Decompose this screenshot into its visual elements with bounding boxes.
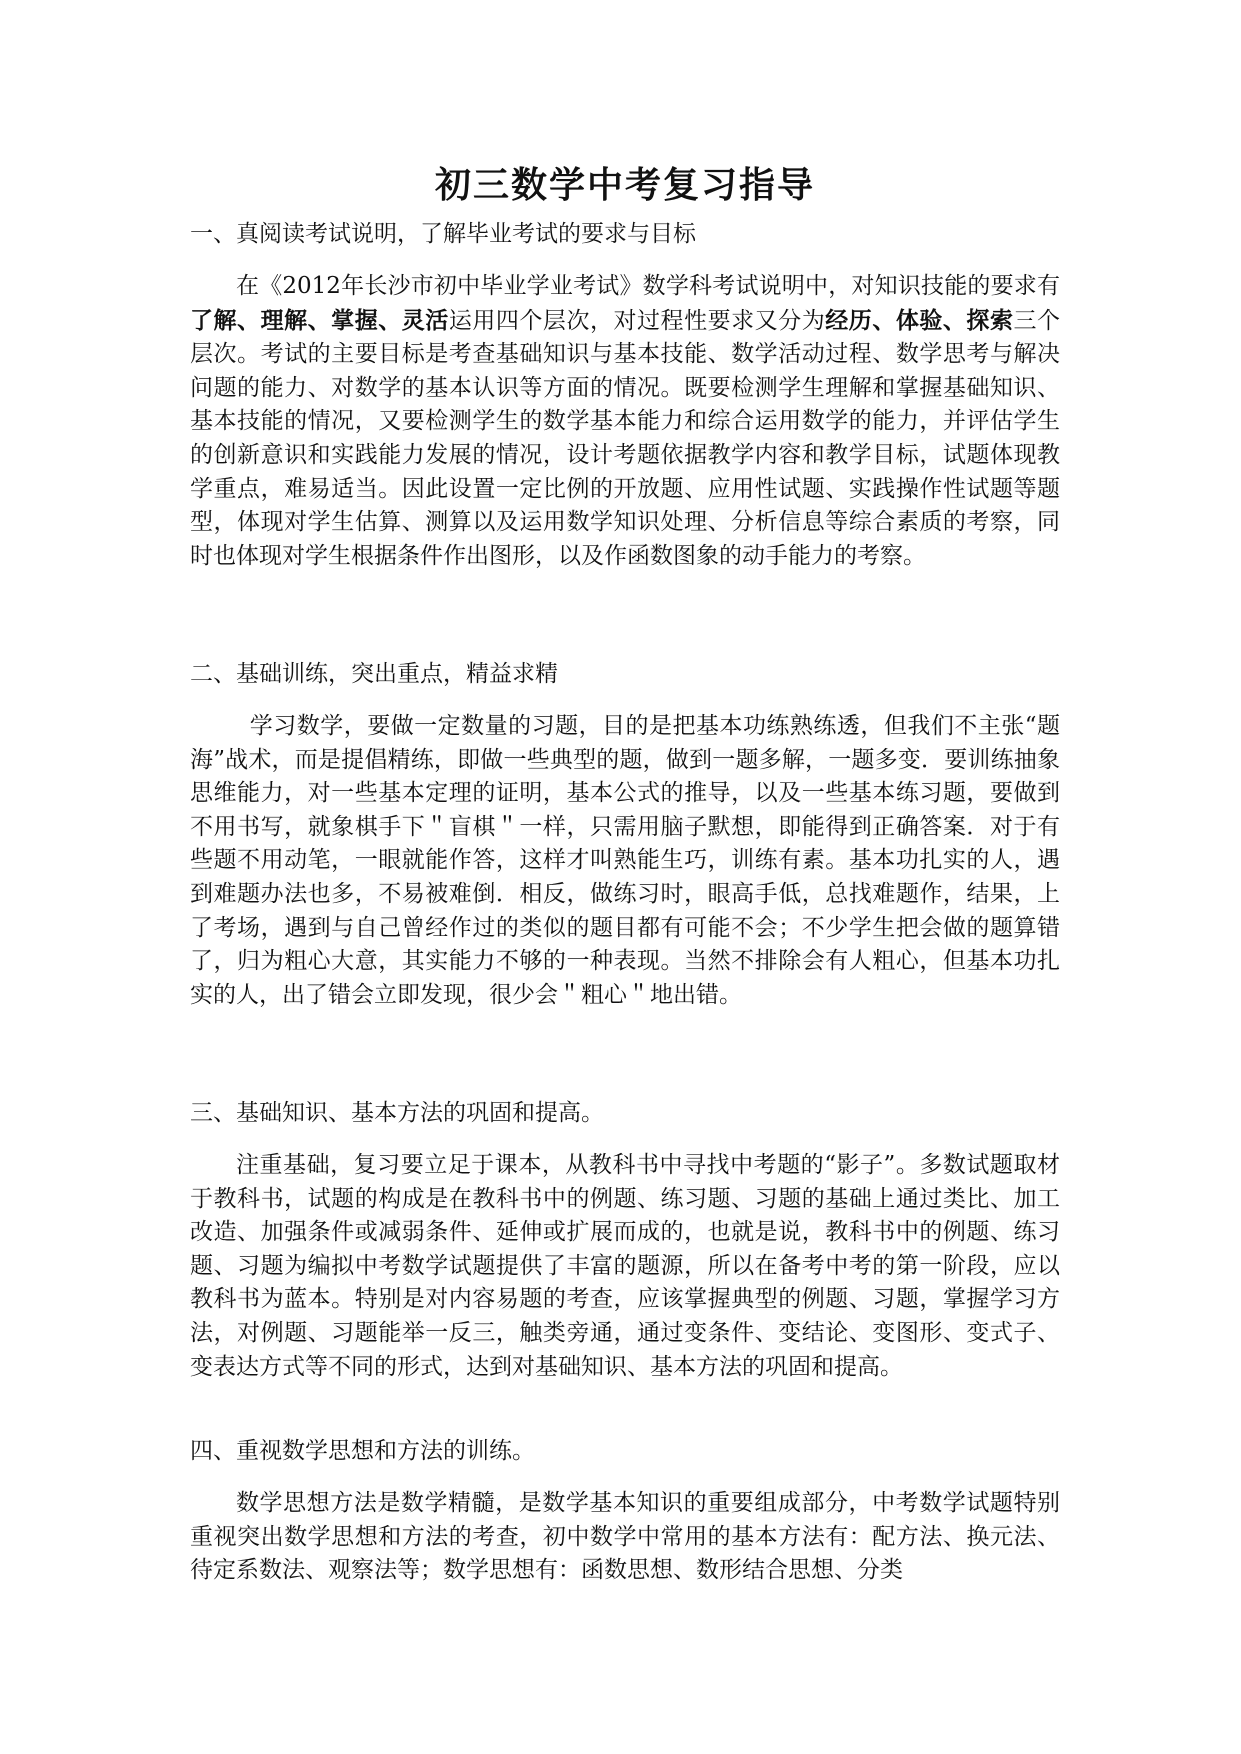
section-2-paragraph: 学习数学，要做一定数量的习题，目的是把基本功练熟练透，但我们不主张“题海”战术，而是提倡精练，即做一些典型的题，做到一题多解，一题多变．要训练抽象思维能力，对一些基本定理的证明，基本公式的推导，以及一些基本练习题，要做到不用书写，就象棋手下＂盲棋＂一样，只需用脑子默想，即能得到正确答案．对于有些题不用动笔，一眼就能作答，这样才叫熟能生巧，训练有素。基本功扎实的人，遇到难题办法也多，不易被难倒．相反，做练习时，眼高手低，总找难题作，结果，上了考场，遇到与自己曾经作过的类似的题目都有可能不会；不少学生把会做的题算错了，归为粗心大意，其实能力不够的一种表现。当然不排除会有人粗心，但基本功扎实的人，出了错会立即发现，很少会＂粗心＂地出错。 [190,713,1060,1008]
paragraph-text: 运用四个层次，对过程性要求又分为 [448,307,826,334]
section-3-heading: 三、基础知识、基本方法的巩固和提高。 [190,1100,604,1126]
paragraph-text: 三个层次。考试的主要目标是考查基础知识与基本技能、数学活动过程、数学思考与解决问题的能力、对数学的基本认识等方面的情况。既要检测学生理解和掌握基础知识、基本技能的情况，又要检测学生的数学基本能力和综合运用数学的能力，并评估学生的创新意识和实践能力发展的情况，设计考题依据教学内容和教学目标，试题体现教学重点，难易适当。因此设置一定比例的开放题、应用性试题、实践操作性试题等题型，体现对学生估算、测算以及运用数学知识处理、分析信息等综合素质的考察，同时也体现对学生根据条件作出图形，以及作函数图象的动手能力的考察。 [190,307,1061,569]
section-4-paragraph: 数学思想方法是数学精髓，是数学基本知识的重要组成部分，中考数学试题特别重视突出数学思想和方法的考查，初中数学中常用的基本方法有：配方法、换元法、待定系数法、观察法等；数学思想有：函数思想、数形结合思想、分类 [190,1490,1060,1584]
section-2-heading: 二、基础训练，突出重点，精益求精 [190,661,558,687]
section-1-heading: 一、真阅读考试说明，了解毕业考试的要求与目标 [190,221,696,247]
emphasis-text: 经历、体验、探索 [825,306,1014,334]
document-title: 初三数学中考复习指导 [434,164,815,206]
section-3-paragraph: 注重基础，复习要立足于课本，从教科书中寻找中考题的“影子”。多数试题取材于教科书，试题的构成是在教科书中的例题、练习题、习题的基础上通过类比、加工改造、加强条件或减弱条件、延伸或扩展而成的，也就是说，教科书中的例题、练习题、习题为编拟中考数学试题提供了丰富的题源，所以在备考中考的第一阶段，应以教科书为蓝本。特别是对内容易题的考查，应该掌握典型的例题、习题，掌握学习方法，对例题、习题能举一反三，触类旁通，通过变条件、变结论、变图形、变式子、变表达方式等不同的形式，达到对基础知识、基本方法的巩固和提高。 [190,1152,1060,1380]
section-1-paragraph [190,270,1060,573]
section-4-heading: 四、重视数学思想和方法的训练。 [190,1438,535,1464]
paragraph-text: 在《2012年长沙市初中毕业学业考试》数学科考试说明中，对知识技能的要求有 [236,273,1060,299]
emphasis-text: 了解、理解、掌握、灵活 [190,306,449,334]
